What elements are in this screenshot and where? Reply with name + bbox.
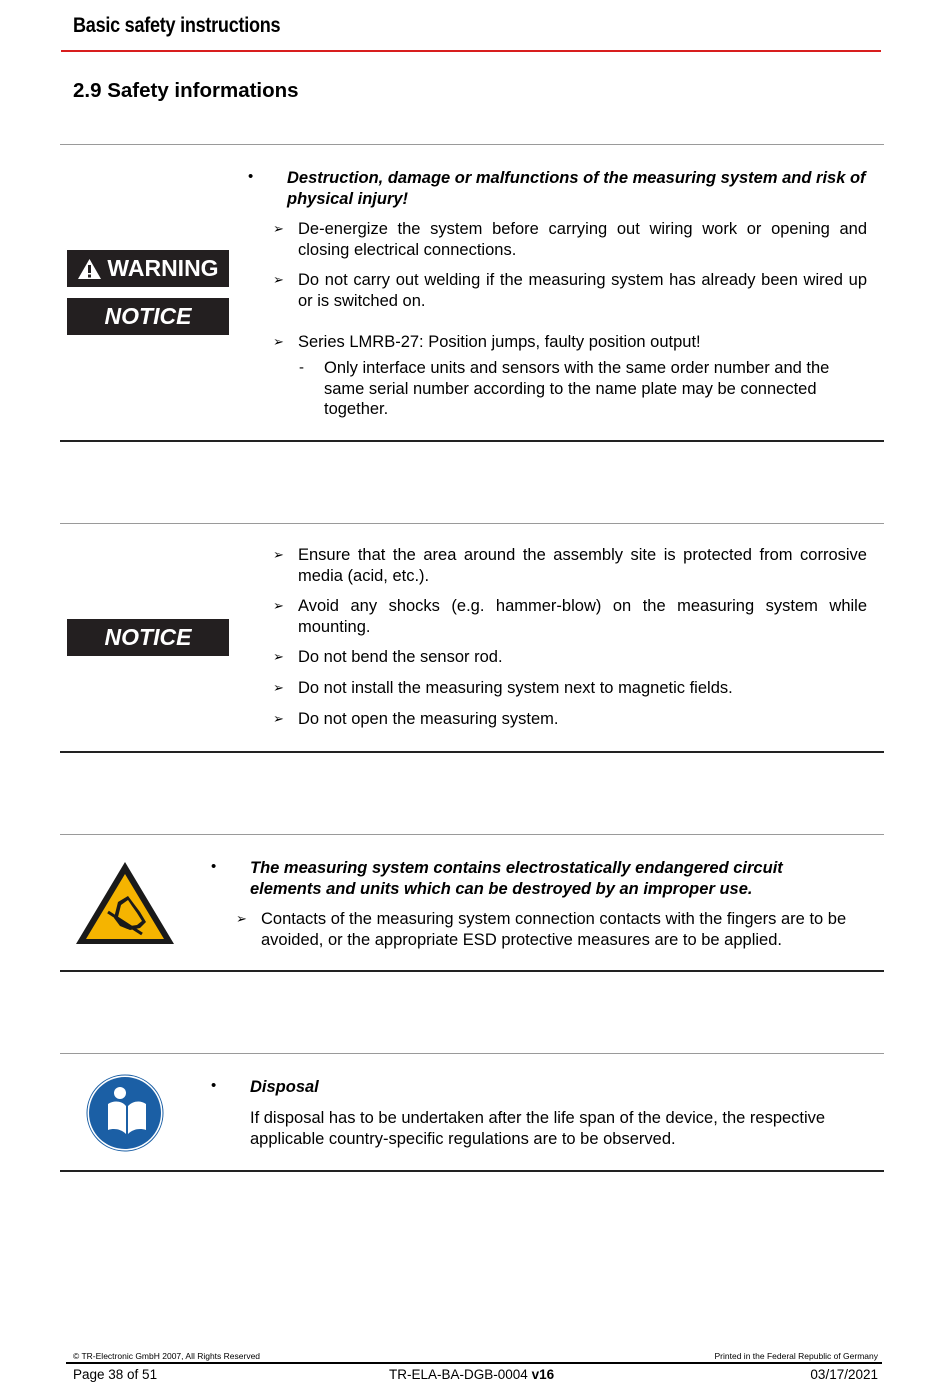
block1-item: Do not carry out welding if the measuring system has already been wired up or is switched on. [298,271,867,310]
block2-item: Ensure that the area around the assembly site is protected from corrosive media (acid, etc.). [298,546,867,585]
footer-document-id [389,1367,554,1382]
block2-top-rule [60,523,884,524]
block1-top-rule [60,144,884,145]
block1-bottom-rule [60,440,884,442]
block2-item: Do not install the measuring system next to magnetic fields. [298,679,733,697]
arrow-bullet-icon: ➢ [273,272,284,287]
arrow-bullet-icon: ➢ [273,598,284,613]
footer-date: 03/17/2021 [810,1367,878,1382]
block1-item: Series LMRB-27: Position jumps, faulty position output! [298,333,701,351]
arrow-bullet-icon: ➢ [236,911,247,926]
bullet-icon: • [211,1077,217,1094]
warning-label [67,250,229,287]
block3-bottom-rule [60,970,884,972]
notice-label: NOTICE [67,619,229,656]
block2-item: Do not bend the sensor rod. [298,648,503,666]
block4-heading: Disposal [250,1078,319,1096]
section-title: 2.9 Safety informations [73,79,299,102]
notice-label: NOTICE [67,298,229,335]
read-manual-icon [86,1074,164,1152]
arrow-bullet-icon: ➢ [273,649,284,664]
footer-copyright: © TR-Electronic GmbH 2007, All Rights Reserved [73,1351,261,1361]
block2-item: Do not open the measuring system. [298,710,559,728]
footer-version: v16 [531,1367,555,1382]
block3-top-rule [60,834,884,835]
esd-warning-icon [74,860,176,946]
block1-heading: Destruction, damage or malfunctions of the measuring system and risk of physical injury! [287,169,866,208]
arrow-bullet-icon: ➢ [273,547,284,562]
bullet-icon: • [211,858,217,875]
arrow-bullet-icon: ➢ [273,221,284,236]
warning-triangle-icon [77,258,102,280]
bullet-icon: • [248,168,254,185]
footer-printed: Printed in the Federal Republic of Germany [714,1351,878,1361]
page-header-title: Basic safety instructions [73,14,281,37]
block4-text: If disposal has to be undertaken after the life span of the device, the respective applicable country-specific regulations are to be observed. [250,1109,826,1148]
dash-bullet-icon: - [299,359,304,376]
arrow-bullet-icon: ➢ [273,711,284,726]
arrow-bullet-icon: ➢ [273,680,284,695]
block3-item: Contacts of the measuring system connection contacts with the fingers are to be avoided, or the appropriate ESD protective measures are to be applied. [261,910,847,949]
block1-subitem: Only interface units and sensors with the same order number and the same serial number according to the name plate may be connected together. [324,359,830,418]
footer-page-number: Page 38 of 51 [73,1367,158,1382]
block2-item: Avoid any shocks (e.g. hammer-blow) on the measuring system while mounting. [298,597,867,636]
warning-label-text: WARNING [107,255,219,281]
header-divider [61,50,881,52]
footer-doc-id-text: TR-ELA-BA-DGB-0004 [389,1367,528,1382]
block3-heading: The measuring system contains electrostatically endangered circuit elements and units which can be destroyed by an improper use. [250,859,783,898]
block2-bottom-rule [60,751,884,753]
block4-top-rule [60,1053,884,1054]
block1-item: De-energize the system before carrying out wiring work or opening and closing electrical connections. [298,220,867,259]
footer-divider [66,1362,882,1364]
arrow-bullet-icon: ➢ [273,334,284,349]
block4-bottom-rule [60,1170,884,1172]
